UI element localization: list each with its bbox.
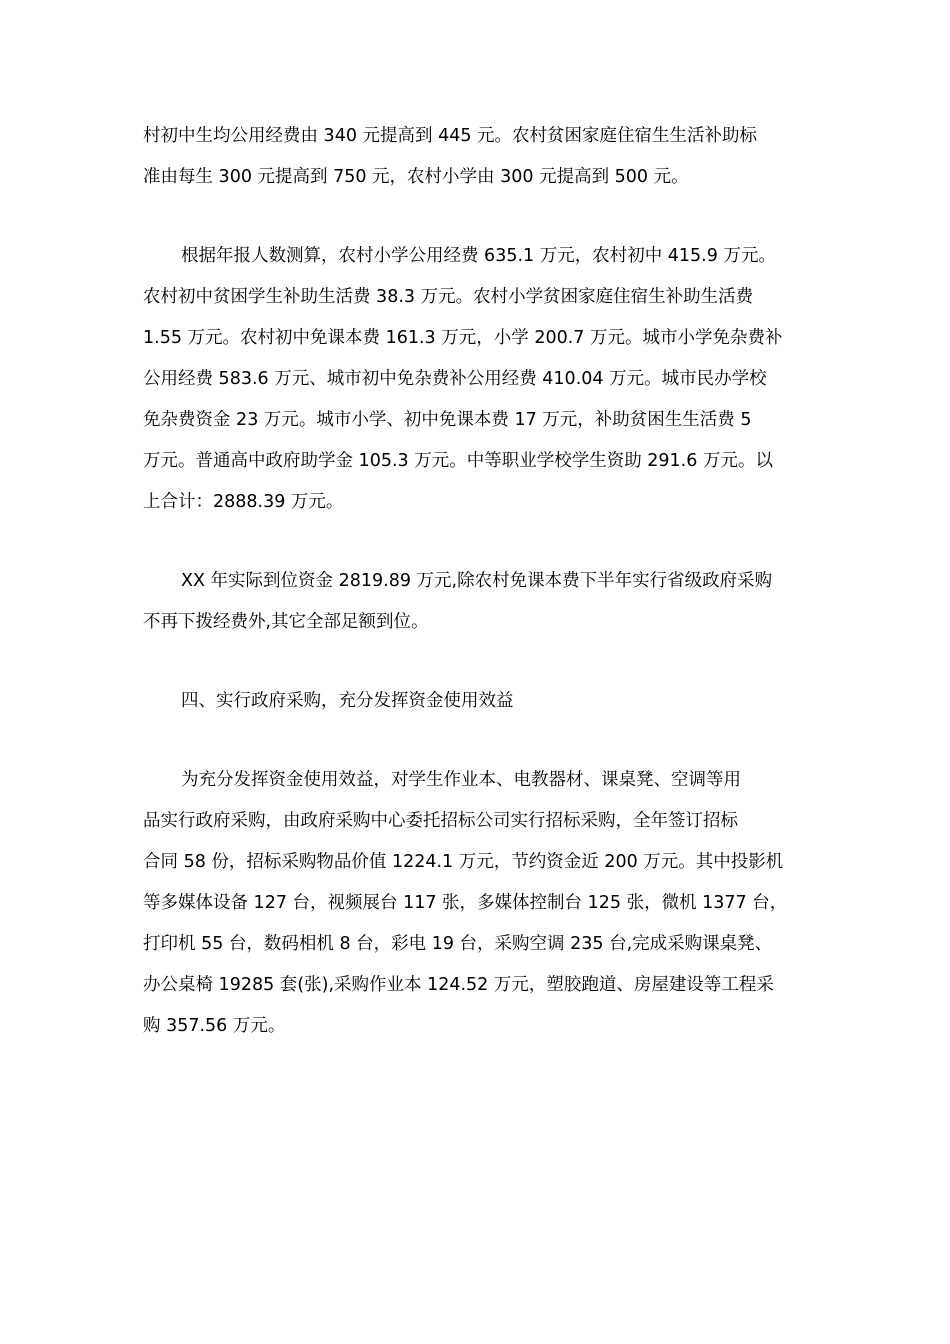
text-line: 打印机 55 台，数码相机 8 台，彩电 19 台，采购空调 235 台,完成采购课桌凳、: [143, 934, 773, 954]
paragraph-actual-funding: [143, 561, 808, 643]
text-line: 合同 58 份，招标采购物品价值 1224.1 万元，节约资金近 200 万元。其中投影机: [143, 852, 784, 872]
paragraph-spacer: [143, 643, 808, 681]
paragraph-procurement: [143, 760, 808, 1047]
text-line: 品实行政府采购，由政府采购中心委托招标公司实行招标采购，全年签订招标: [143, 811, 738, 831]
text-line: 准由每生 300 元提高到 750 元，农村小学由 300 元提高到 500 元。: [143, 167, 689, 187]
heading-text: 四、实行政府采购，充分发挥资金使用效益: [181, 691, 514, 711]
paragraph-spacer: [143, 198, 808, 236]
text-line: 等多媒体设备 127 台，视频展台 117 张，多媒体控制台 125 张，微机 1377 台，: [143, 893, 788, 913]
text-line: 不再下拨经费外,其它全部足额到位。: [143, 612, 429, 632]
text-line: 免杂费资金 23 万元。城市小学、初中免课本费 17 万元，补助贫困生生活费 5: [143, 410, 752, 430]
document-body: [143, 116, 808, 1047]
text-line: 上合计：2888.39 万元。: [143, 492, 344, 512]
text-line: 根据年报人数测算，农村小学公用经费 635.1 万元，农村初中 415.9 万元。: [181, 246, 776, 266]
paragraph-funding-estimate: [143, 236, 808, 523]
text-line: 公用经费 583.6 万元、城市初中免杂费补公用经费 410.04 万元。城市民办学校: [143, 369, 767, 389]
section-heading: [143, 681, 808, 722]
text-line: XX 年实际到位资金 2819.89 万元,除农村免课本费下半年实行省级政府采购: [181, 571, 773, 591]
paragraph-spacer: [143, 523, 808, 561]
paragraph-funding-standards: [143, 116, 808, 198]
text-line: 1.55 万元。农村初中免课本费 161.3 万元，小学 200.7 万元。城市小学免杂费补: [143, 328, 783, 348]
text-line: 村初中生均公用经费由 340 元提高到 445 元。农村贫困家庭住宿生生活补助标: [143, 126, 758, 146]
paragraph-spacer: [143, 722, 808, 760]
text-line: 为充分发挥资金使用效益，对学生作业本、电教器材、课桌凳、空调等用: [181, 770, 741, 790]
text-line: 万元。普通高中政府助学金 105.3 万元。中等职业学校学生资助 291.6 万元。以: [143, 451, 773, 471]
text-line: 办公桌椅 19285 套(张),采购作业本 124.52 万元，塑胶跑道、房屋建设等工程采: [143, 975, 774, 995]
text-line: 农村初中贫困学生补助生活费 38.3 万元。农村小学贫困家庭住宿生补助生活费: [143, 287, 754, 307]
text-line: 购 357.56 万元。: [143, 1016, 286, 1036]
